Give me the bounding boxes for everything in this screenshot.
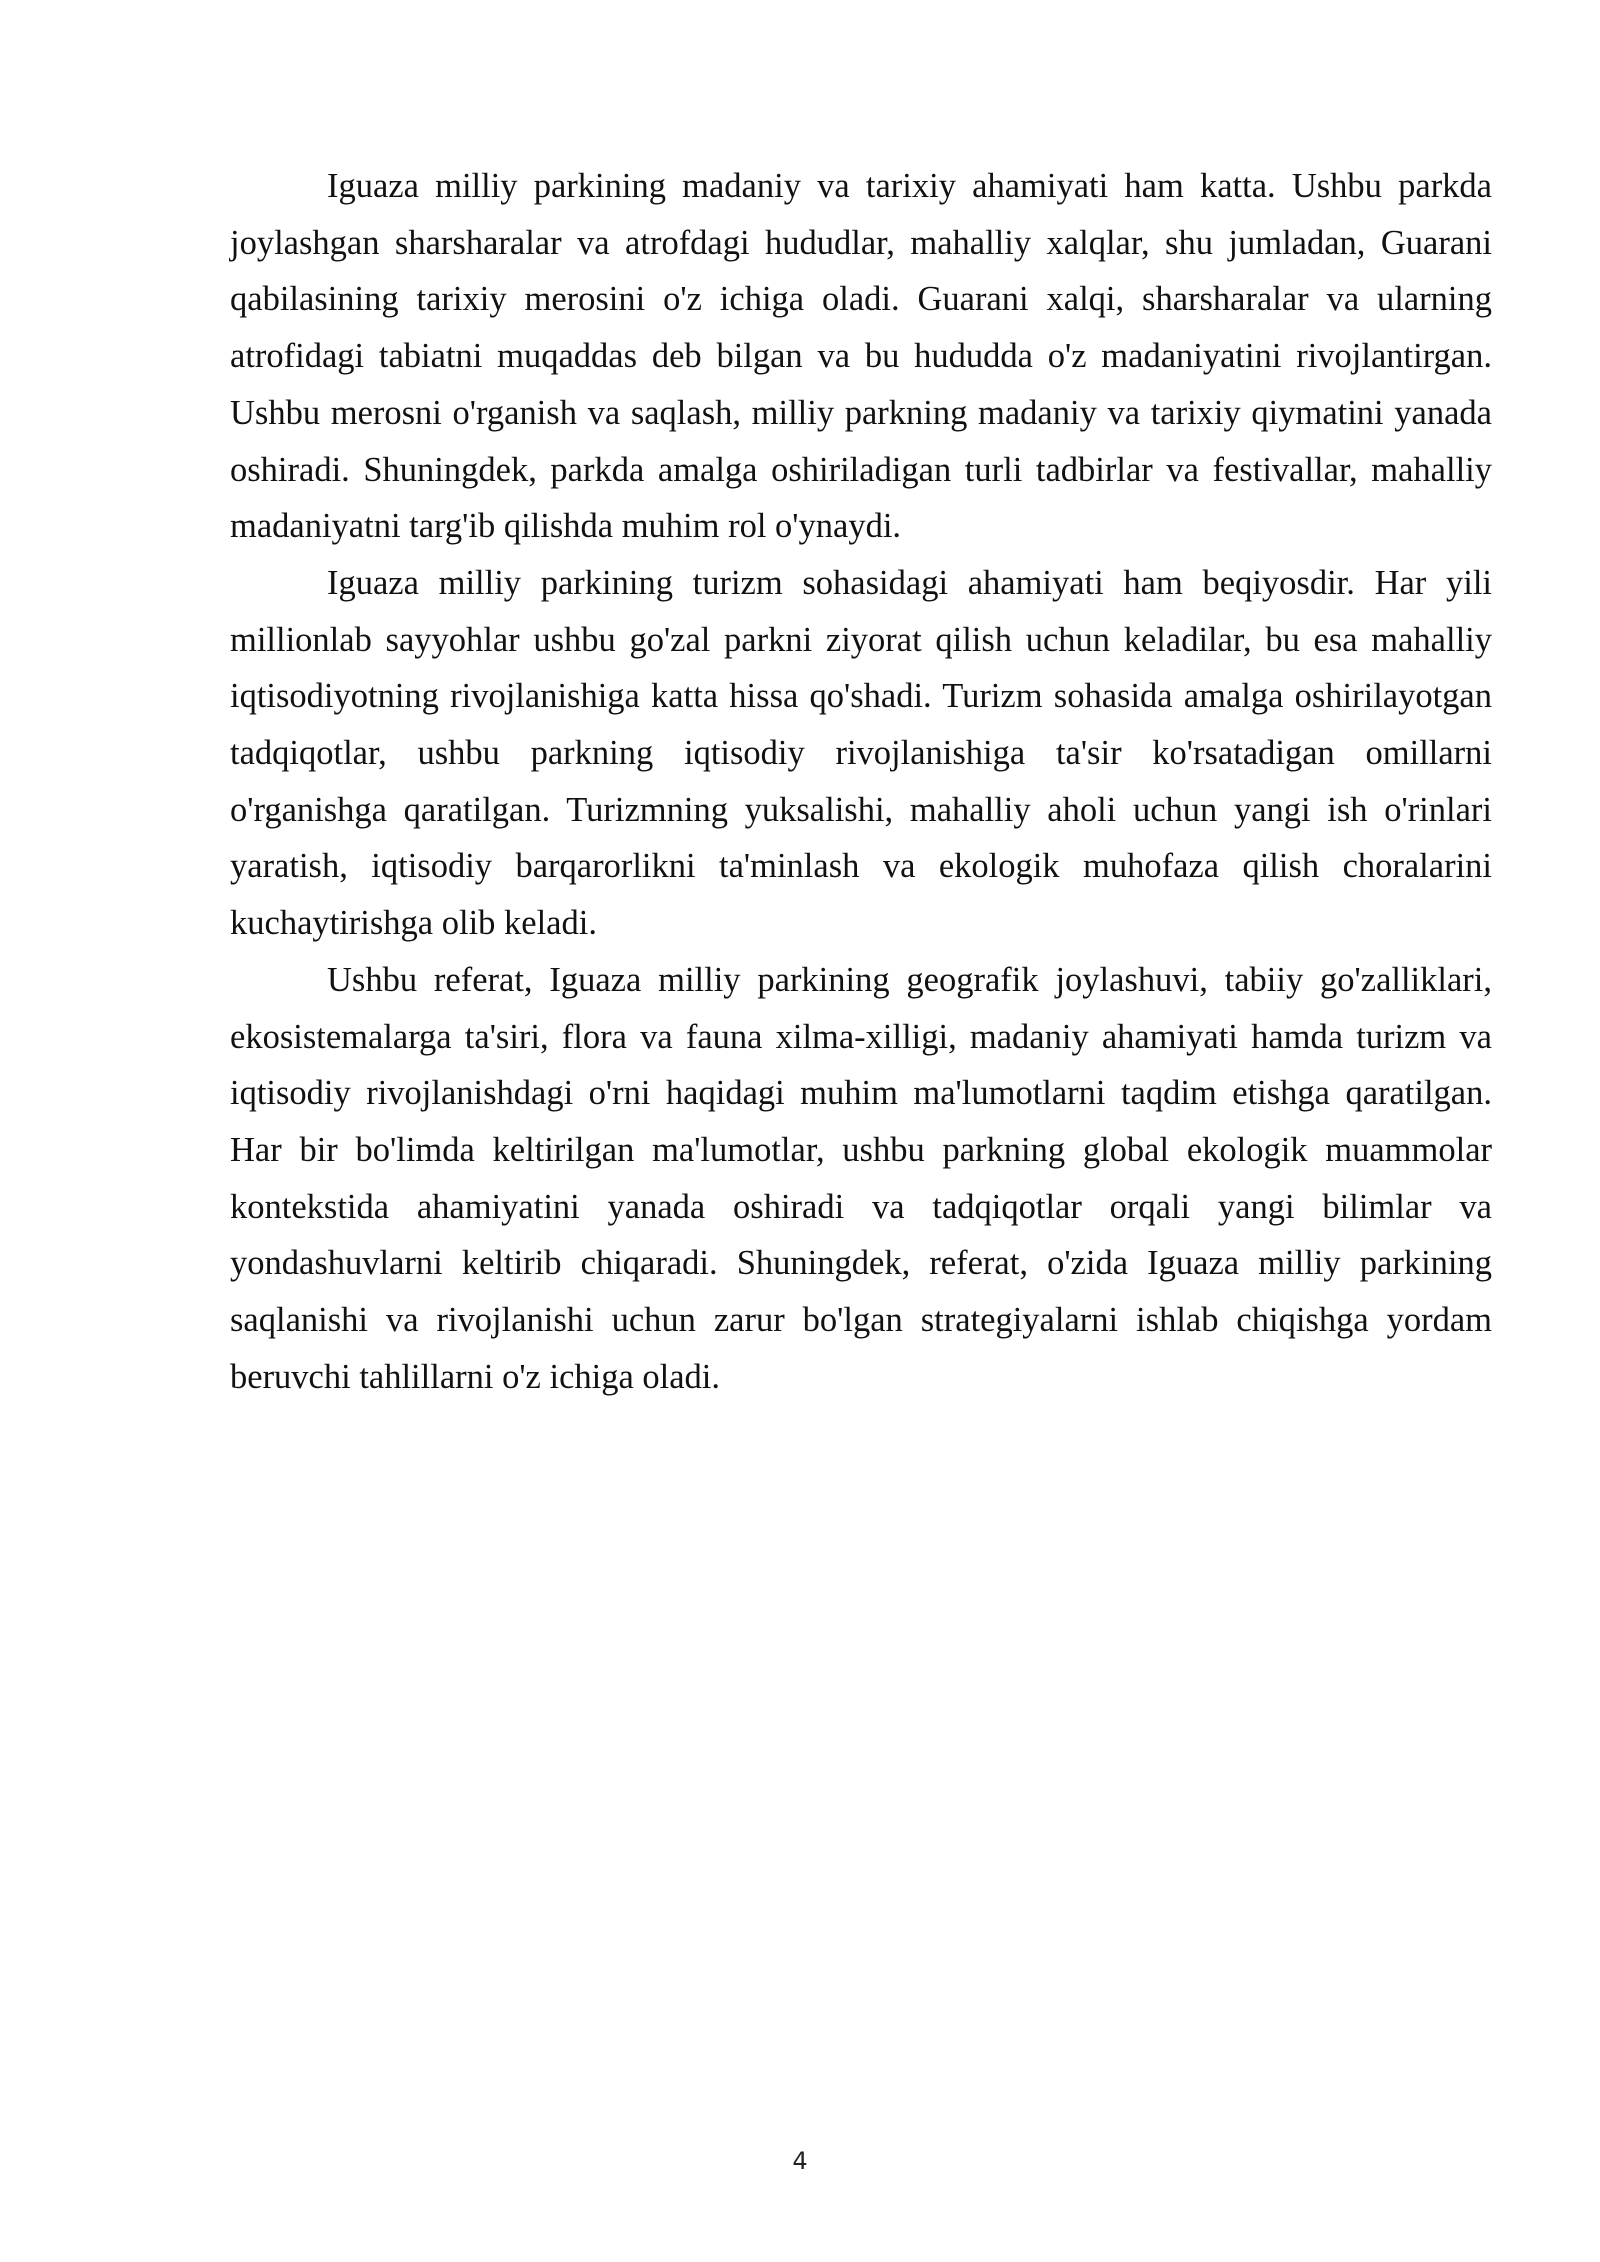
paragraph-tourism-significance: Iguaza milliy parkining turizm sohasidagi ahamiyati ham beqiyosdir. Har yili millionlab sayyohlar ushbu go'zal parkni ziyorat qilish uchun keladilar, bu esa mahalliy iqtisodiyotning rivojlanishiga katta hissa qo'shadi. Turizm sohasida amalga oshirilayotgan tadqiqotlar, ushbu parkning iqtisodiy rivojlanishiga ta'sir ko'rsatadigan omillarni o'rganishga qaratilgan. Turizmning yuksalishi, mahalliy aholi uchun yangi ish o'rinlari yaratish, iqtisodiy barqarorlikni ta'minlash va ekologik muhofaza qilish choralarini kuchaytirishga olib keladi.	[230, 563, 1492, 943]
document-body	[230, 158, 1492, 1405]
page-number: 4	[792, 2147, 808, 2175]
paragraph-cultural-significance: Iguaza milliy parkining madaniy va tarixiy ahamiyati ham katta. Ushbu parkda joylashgan sharsharalar va atrofdagi hududlar, mahalliy xalqlar, shu jumladan, Guarani qabilasining tarixiy merosini o'z ichiga oladi. Guarani xalqi, sharsharalar va ularning atrofidagi tabiatni muqaddas deb bilgan va bu hududda o'z madaniyatini rivojlantirgan. Ushbu merosni o'rganish va saqlash, milliy parkning madaniy va tarixiy qiymatini yanada oshiradi. Shuningdek, parkda amalga oshiriladigan turli tadbirlar va festivallar, mahalliy madaniyatni targ'ib qilishda muhim rol o'ynaydi.	[230, 167, 1492, 546]
paragraph-summary: Ushbu referat, Iguaza milliy parkining geografik joylashuvi, tabiiy go'zalliklari, ekosistemalarga ta'siri, flora va fauna xilma-xilligi, madaniy ahamiyati hamda turizm va iqtisodiy rivojlanishdagi o'rni haqidagi muhim ma'lumotlarni taqdim etishga qaratilgan. Har bir bo'limda keltirilgan ma'lumotlar, ushbu parkning global ekologik muammolar kontekstida ahamiyatini yanada oshiradi va tadqiqotlar orqali yangi bilimlar va yondashuvlarni keltirib chiqaradi. Shuningdek, referat, o'zida Iguaza milliy parkining saqlanishi va rivojlanishi uchun zarur bo'lgan strategiyalarni ishlab chiqishga yordam beruvchi tahlillarni o'z ichiga oladi.	[230, 960, 1492, 1396]
